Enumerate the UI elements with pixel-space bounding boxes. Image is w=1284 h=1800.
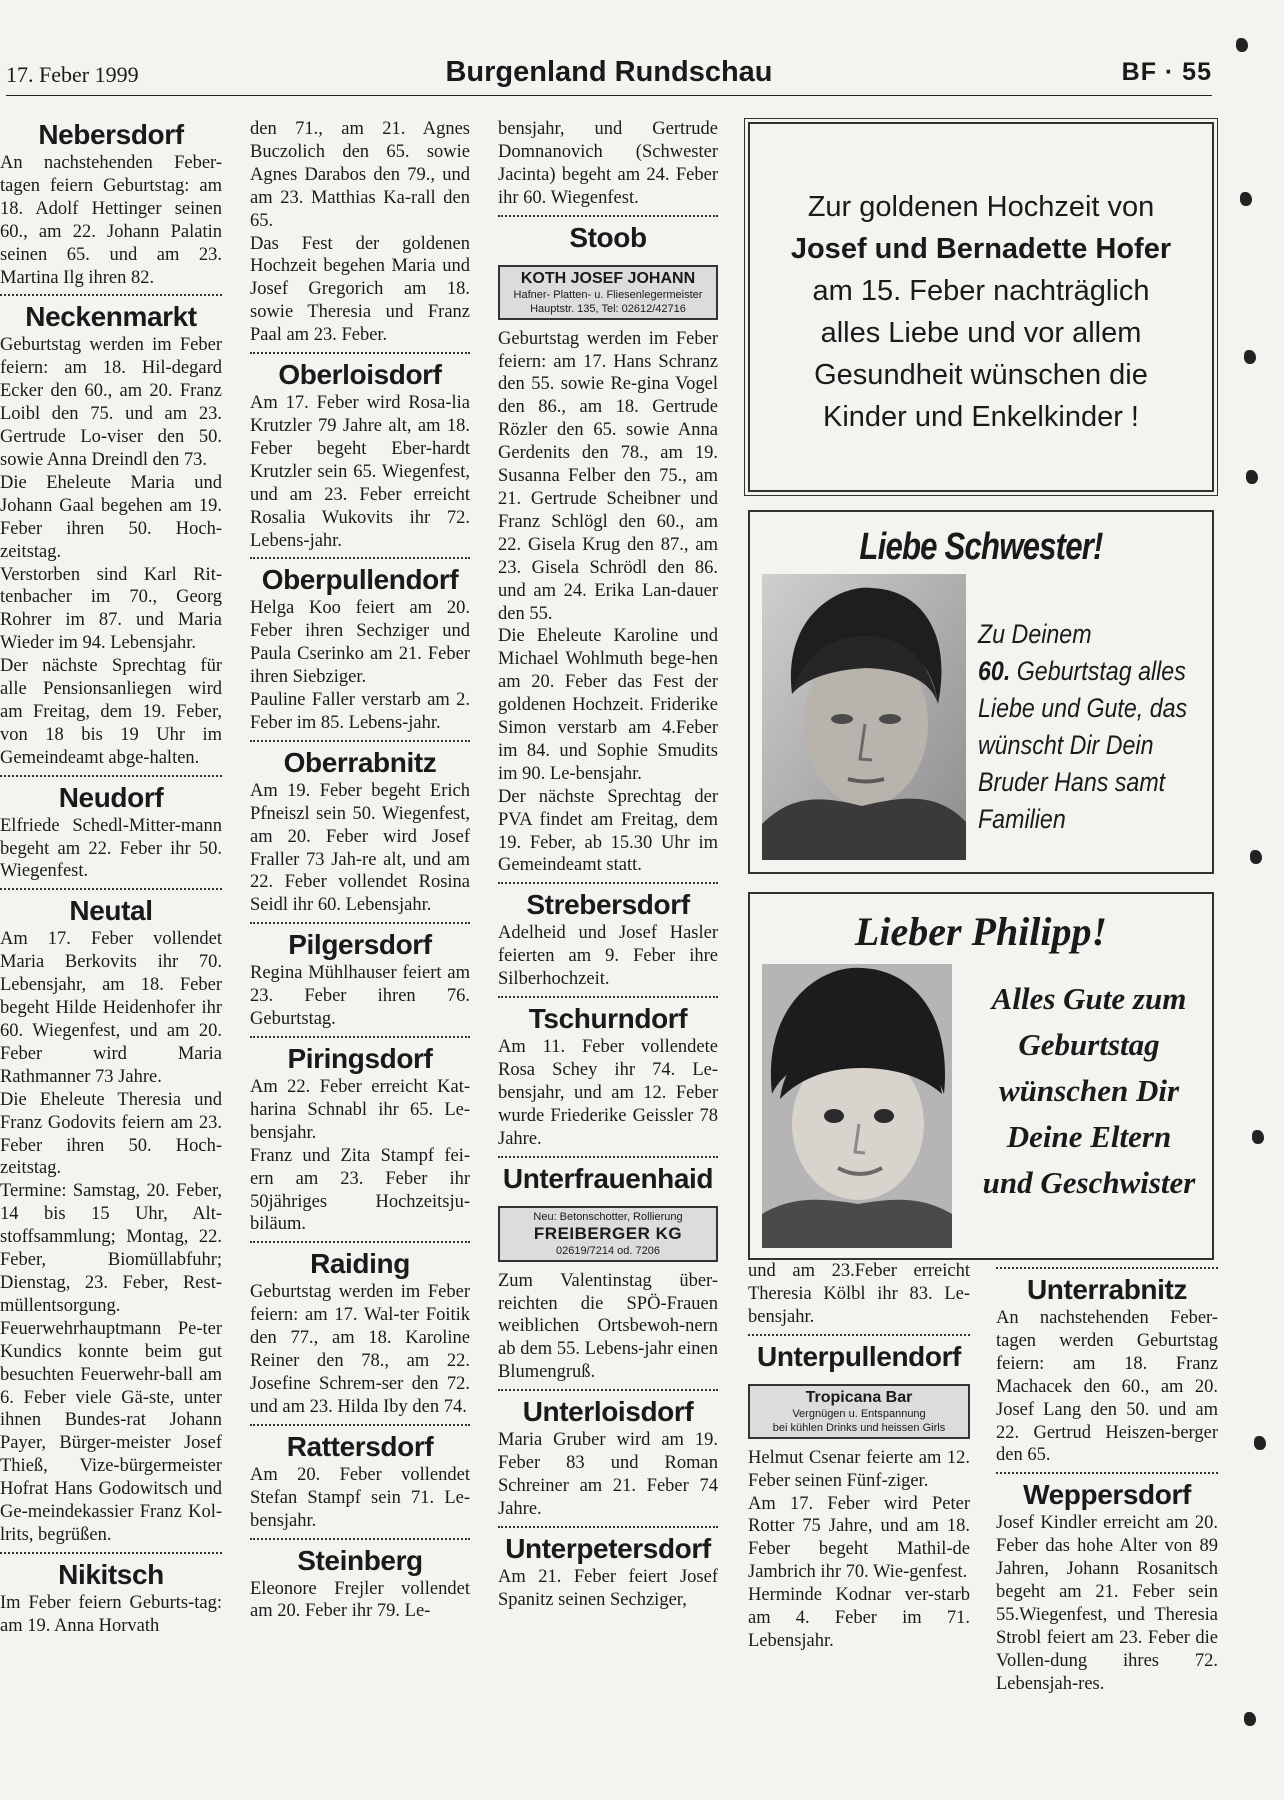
- dotted-separator: [250, 352, 470, 354]
- dotted-separator: [498, 1156, 718, 1158]
- place-heading: Neudorf: [58, 781, 164, 813]
- place-heading: Oberpullendorf: [261, 564, 459, 596]
- article-paragraph: Geburtstag werden im Feber feiern: am 18. Hil-degard Ecker den 60., am 20. Franz Loibl den 75. und am 23. Gertrude Lo-viser den 50. sowie Anna Dreindl den 73.: [0, 335, 222, 470]
- article-paragraph: Geburtstag werden im Feber feiern: am 17. Wal-ter Foitik den 77., am 18. Karoline Reiner den 78., am 22. Josefine Schrem-ser den 72. und am 23. Hilda Iby den 74.: [250, 1282, 470, 1417]
- place-heading: Piringsdorf: [287, 1043, 433, 1074]
- place-heading: Rattersdorf: [286, 1430, 434, 1462]
- article-paragraph: Geburtstag werden im Feber feiern: am 17. Hans Schranz den 55. sowie Re-gina Vogel den 86., am 18. Gertrude Rözler den 65. sowie Anna Gerdenits den 78., am 19. Susanna Felber den 75., am 21. Gertrude Scheibner und Franz Schlögl den 60., am 22. Gisela Krug den 87., am 23. Gisela Schrödl den 86. und am 24. Erika Lan-dauer den 55.: [498, 328, 718, 624]
- portrait-photo-boy: [762, 964, 952, 1248]
- article-paragraph: Am 19. Feber begeht Erich Pfneiszl sein 50. Wiegenfest, am 20. Feber wird Josef Fraller 73 Jah-re alt, und am 22. Feber vollendet Rosina Seidl ihr 60. Lebensjahr.: [250, 780, 470, 916]
- article-paragraph: Regina Mühlhauser feiert am 23. Feber ihren 76. Geburtstag.: [250, 963, 470, 1030]
- article-paragraph: Herminde Kodnar ver-starb am 4. Feber im 71. Lebensjahr.: [748, 1585, 970, 1651]
- issue-date: 17. Feber 1999: [6, 62, 139, 87]
- article-paragraph: An nachstehenden Feber-tagen werden Geburtstag feiern: am 18. Franz Machacek den 60., am 20. Josef Lang den 50. und am 22. Gertrud Heiszen-berger den 65.: [996, 1308, 1218, 1466]
- ad-line: Zur goldenen Hochzeit von: [807, 191, 1155, 223]
- dotted-separator: [250, 1241, 470, 1243]
- article-paragraph: An nachstehenden Feber-tagen feiern Geburtstag: am 18. Adolf Hettinger seinen 60., am 22. Johann Palatin seinen 65. und am 23. Martina Ilg ihren 82.: [0, 153, 222, 288]
- dotted-separator: [0, 775, 222, 777]
- column-3: [498, 118, 718, 1612]
- ad-line: am 15. Feber nachträglich: [812, 275, 1150, 307]
- dotted-separator: [498, 1526, 718, 1528]
- place-heading: Stoob: [569, 221, 647, 253]
- ad-text: Vergnügen u. Entspannung: [792, 1407, 926, 1420]
- place-heading: Nikitsch: [58, 1558, 164, 1590]
- dotted-separator: [250, 740, 470, 742]
- scan-mark: [1240, 192, 1252, 206]
- ad-message: Zu Deinem 60. Geburtstag alles Liebe und Gute, das wünscht Dir Dein Bruder Hans samt Familien: [978, 619, 1188, 834]
- place-heading: Neutal: [69, 895, 153, 927]
- scan-mark: [1252, 1130, 1264, 1144]
- place-heading: Neckenmarkt: [25, 301, 197, 333]
- page-header: [6, 56, 1212, 96]
- scan-mark: [1254, 1436, 1266, 1450]
- article-paragraph: Maria Gruber wird am 19. Feber 83 und Roman Schreiner am 21. Feber 74 Jahre.: [498, 1430, 718, 1519]
- article-paragraph: Pauline Faller verstarb am 2. Feber im 85. Lebens-jahr.: [250, 690, 470, 733]
- article-paragraph: Termine: Samstag, 20. Feber, 14 bis 15 Uhr, Alt-stoffsammlung; Montag, 22. Feber, Biomüllabfuhr; Dienstag, 23. Feber, Rest-müllentsorgung.: [0, 1181, 222, 1316]
- ad-line: Gesundheit wünschen die: [814, 359, 1148, 391]
- place-heading: Nebersdorf: [38, 119, 184, 150]
- place-heading: Oberloisdorf: [278, 359, 442, 391]
- article-paragraph: Am 20. Feber vollendet Stefan Stampf sein 71. Le-bensjahr.: [250, 1464, 470, 1531]
- dotted-separator: [498, 215, 718, 217]
- ad-text: KOTH JOSEF JOHANN: [520, 269, 696, 287]
- ad-title: Lieber Philipp!: [854, 909, 1108, 954]
- article-paragraph: den 71., am 21. Agnes Buczolich den 65. sowie Agnes Darabos den 79., und am 23. Matthias Ka-rall den 65.: [250, 119, 470, 231]
- ad-text: Neu: Betonschotter, Rollierung: [533, 1210, 683, 1223]
- article-paragraph: Helga Koo feiert am 20. Feber ihren Sechziger und Paula Cserinko am 21. Feber ihren Siebziger.: [250, 598, 470, 688]
- scan-mark: [1244, 350, 1256, 364]
- newspaper-title: Burgenland Rundschau: [445, 56, 773, 88]
- ad-golden-wedding: [748, 122, 1214, 492]
- article-paragraph: Eleonore Frejler vollendet am 20. Feber ihr 79. Le-: [250, 1578, 470, 1622]
- place-heading: Weppersdorf: [1023, 1479, 1191, 1511]
- article-paragraph: bensjahr, und Gertrude Domnanovich (Schwester Jacinta) begeht am 24. Feber ihr 60. Wiegenfest.: [498, 119, 718, 208]
- article-paragraph: Am 17. Feber wird Rosa-lia Krutzler 79 Jahre alt, am 18. Feber begeht Eber-hardt Krutzler sein 65. Wiegenfest, und am 23. Feber erreicht Rosalia Wukovits ihr 72. Lebens-jahr.: [250, 393, 470, 551]
- place-heading: Strebersdorf: [526, 889, 690, 921]
- place-heading: Unterloisdorf: [522, 1396, 694, 1428]
- place-heading: Oberrabnitz: [283, 746, 437, 778]
- ad-text: 02619/7214 od. 7206: [556, 1244, 660, 1257]
- ad-names: Josef und Bernadette Hofer: [790, 233, 1172, 265]
- article-paragraph: Am 17. Feber wird Peter Rotter 75 Jahre, und am 18. Feber begeht Mathil-de Jambrich ihr 70. Wie-genfest.: [748, 1493, 970, 1583]
- place-heading: Unterrabnitz: [1026, 1274, 1188, 1305]
- dotted-separator: [498, 882, 718, 884]
- dotted-separator: [250, 922, 470, 924]
- article-paragraph: Der nächste Sprechtag für alle Pensionsanliegen wird am Freitag, dem 19. Feber, von 18 bis 19 Uhr im Gemeindeamt abge-halten.: [0, 656, 222, 768]
- dotted-separator: [498, 1389, 718, 1391]
- place-heading: Pilgersdorf: [288, 929, 432, 961]
- column-2: [250, 118, 470, 1623]
- article-paragraph: Am 17. Feber vollendet Maria Berkovits ihr 70. Lebensjahr, am 18. Feber begeht Hilde Heidenhofer ihr 60. Wiegenfest, und am 20. Feber wird Maria Rathmanner 73 Jahre.: [0, 929, 222, 1087]
- dotted-separator: [250, 1538, 470, 1540]
- article-paragraph: Franz und Zita Stampf fei-ern am 23. Feber ihr 50jähriges Hochzeitsju-biläum.: [250, 1145, 470, 1235]
- place-heading: Unterpullendorf: [757, 1340, 961, 1372]
- scan-mark: [1244, 1712, 1256, 1726]
- small-advertisement: [748, 1384, 970, 1439]
- article-paragraph: Das Fest der goldenen Hochzeit begehen Maria und Josef Gregorich am 18. sowie Theresia und Franz Paal am 23. Feber.: [250, 233, 470, 346]
- dotted-separator: [250, 1036, 470, 1038]
- place-heading: Raiding: [310, 1248, 410, 1280]
- place-heading: Unterpetersdorf: [505, 1532, 711, 1564]
- dotted-separator: [0, 888, 222, 890]
- dotted-separator: [748, 1334, 970, 1336]
- scan-mark: [1236, 38, 1248, 52]
- column-1: [0, 118, 222, 1638]
- dotted-separator: [498, 996, 718, 998]
- ad-message: Alles Gute zum Geburtstag wünschen Dir Deine Eltern und Geschwister: [982, 981, 1196, 1200]
- dotted-separator: [250, 557, 470, 559]
- small-advertisement: [498, 265, 718, 320]
- small-advertisement: [498, 1206, 718, 1262]
- article-paragraph: Am 11. Feber vollendete Rosa Schey ihr 74. Le-bensjahr, und am 12. Feber wurde Friederike Geissler 78 Jahre.: [498, 1037, 718, 1149]
- scan-mark: [1250, 850, 1262, 864]
- article-paragraph: Am 21. Feber feiert Josef Spanitz seinen Sechziger,: [498, 1566, 718, 1610]
- ad-birthday-philipp: [748, 892, 1214, 1260]
- portrait-photo-woman: [762, 574, 966, 860]
- ad-birthday-sister: [748, 510, 1214, 874]
- ad-line: alles Liebe und vor allem: [820, 317, 1142, 349]
- ad-line: Kinder und Enkelkinder !: [823, 401, 1139, 433]
- article-paragraph: Elfriede Schedl-Mitter-mann begeht am 22. Feber ihr 50. Wiegenfest.: [0, 815, 222, 882]
- ad-title: Liebe Schwester!: [859, 526, 1103, 568]
- ad-text: bei kühlen Drinks und heissen Girls: [772, 1421, 946, 1434]
- article-paragraph: Josef Kindler erreicht am 20. Feber das hohe Alter von 89 Jahren, Johann Rosanitsch begeht am 21. Feber sein 55.Wiegenfest, und Theresia Strobl feiert am 23. Feber die Vollen-dung ihres 72. Lebensjah-res.: [996, 1513, 1218, 1694]
- article-paragraph: Adelheid und Josef Hasler feierten am 9. Feber ihre Silberhochzeit.: [498, 923, 718, 990]
- dotted-separator: [0, 1552, 222, 1554]
- dotted-separator: [996, 1472, 1218, 1474]
- article-paragraph: Die Eheleute Karoline und Michael Wohlmuth bege-hen am 20. Feber das Fest der goldenen Hochzeit. Friderike Simon verstarb am 4.Feber im 84. und Sophie Smudits im 90. Le-bensjahr.: [498, 626, 718, 784]
- place-heading: Unterfrauenhaid: [502, 1162, 714, 1194]
- article-paragraph: Die Eheleute Theresia und Franz Godovits feiern am 23. Feber ihren 50. Hoch-zeitstag.: [0, 1089, 222, 1179]
- dotted-separator: [0, 294, 222, 296]
- column-4: [748, 1260, 970, 1653]
- ad-text: Hafner- Platten- u. Fliesenlegermeister: [513, 288, 703, 301]
- place-heading: Tschurndorf: [528, 1003, 688, 1035]
- scan-mark: [1246, 470, 1258, 484]
- article-paragraph: Der nächste Sprechtag der PVA findet am Freitag, dem 19. Feber, ab 15.30 Uhr im Gemeindeamt statt.: [498, 786, 718, 876]
- article-paragraph: und am 23.Feber erreicht Theresia Kölbl ihr 83. Le-bensjahr.: [748, 1261, 970, 1327]
- article-paragraph: Feuerwehrhauptmann Pe-ter Kundics konnte beim gut besuchten Feuerwehr-ball am 6. Feber viele Gä-ste, unter ihnen Bundes-rat Johann Payer, Bürger-meister Josef Thieß, Vize-bürgermeister Hofrat Hans Godowitsch und Ge-meindekassier Franz Kol-lrits, begrüßen.: [0, 1318, 222, 1545]
- ad-text: Tropicana Bar: [805, 1388, 913, 1406]
- article-paragraph: Verstorben sind Karl Rit-tenbacher im 70., Georg Rohrer im 87. und Maria Wieder im 94. Lebensjahr.: [0, 564, 222, 654]
- ad-text: Hauptstr. 135, Tel: 02612/42716: [530, 302, 686, 315]
- page-number: BF · 55: [1121, 58, 1212, 86]
- article-paragraph: Helmut Csenar feierte am 12. Feber seinen Fünf-ziger.: [748, 1447, 970, 1491]
- article-paragraph: Zum Valentinstag über-reichten die SPÖ-Frauen weiblichen Ortsbewoh-nern ab dem 55. Lebens-jahr einen Blumengruß.: [498, 1270, 718, 1383]
- dotted-separator: [250, 1424, 470, 1426]
- column-5: [996, 1262, 1218, 1696]
- ad-text: FREIBERGER KG: [533, 1223, 683, 1243]
- article-paragraph: Am 22. Feber erreicht Kat-harina Schnabl ihr 65. Le-bensjahr.: [250, 1077, 470, 1143]
- article-paragraph: Im Feber feiern Geburts-tag: am 19. Anna Horvath: [0, 1592, 222, 1636]
- article-paragraph: Die Eheleute Maria und Johann Gaal begehen am 19. Feber ihren 50. Hoch-zeitstag.: [0, 472, 222, 562]
- place-heading: Steinberg: [297, 1544, 423, 1576]
- dotted-separator: [996, 1267, 1218, 1269]
